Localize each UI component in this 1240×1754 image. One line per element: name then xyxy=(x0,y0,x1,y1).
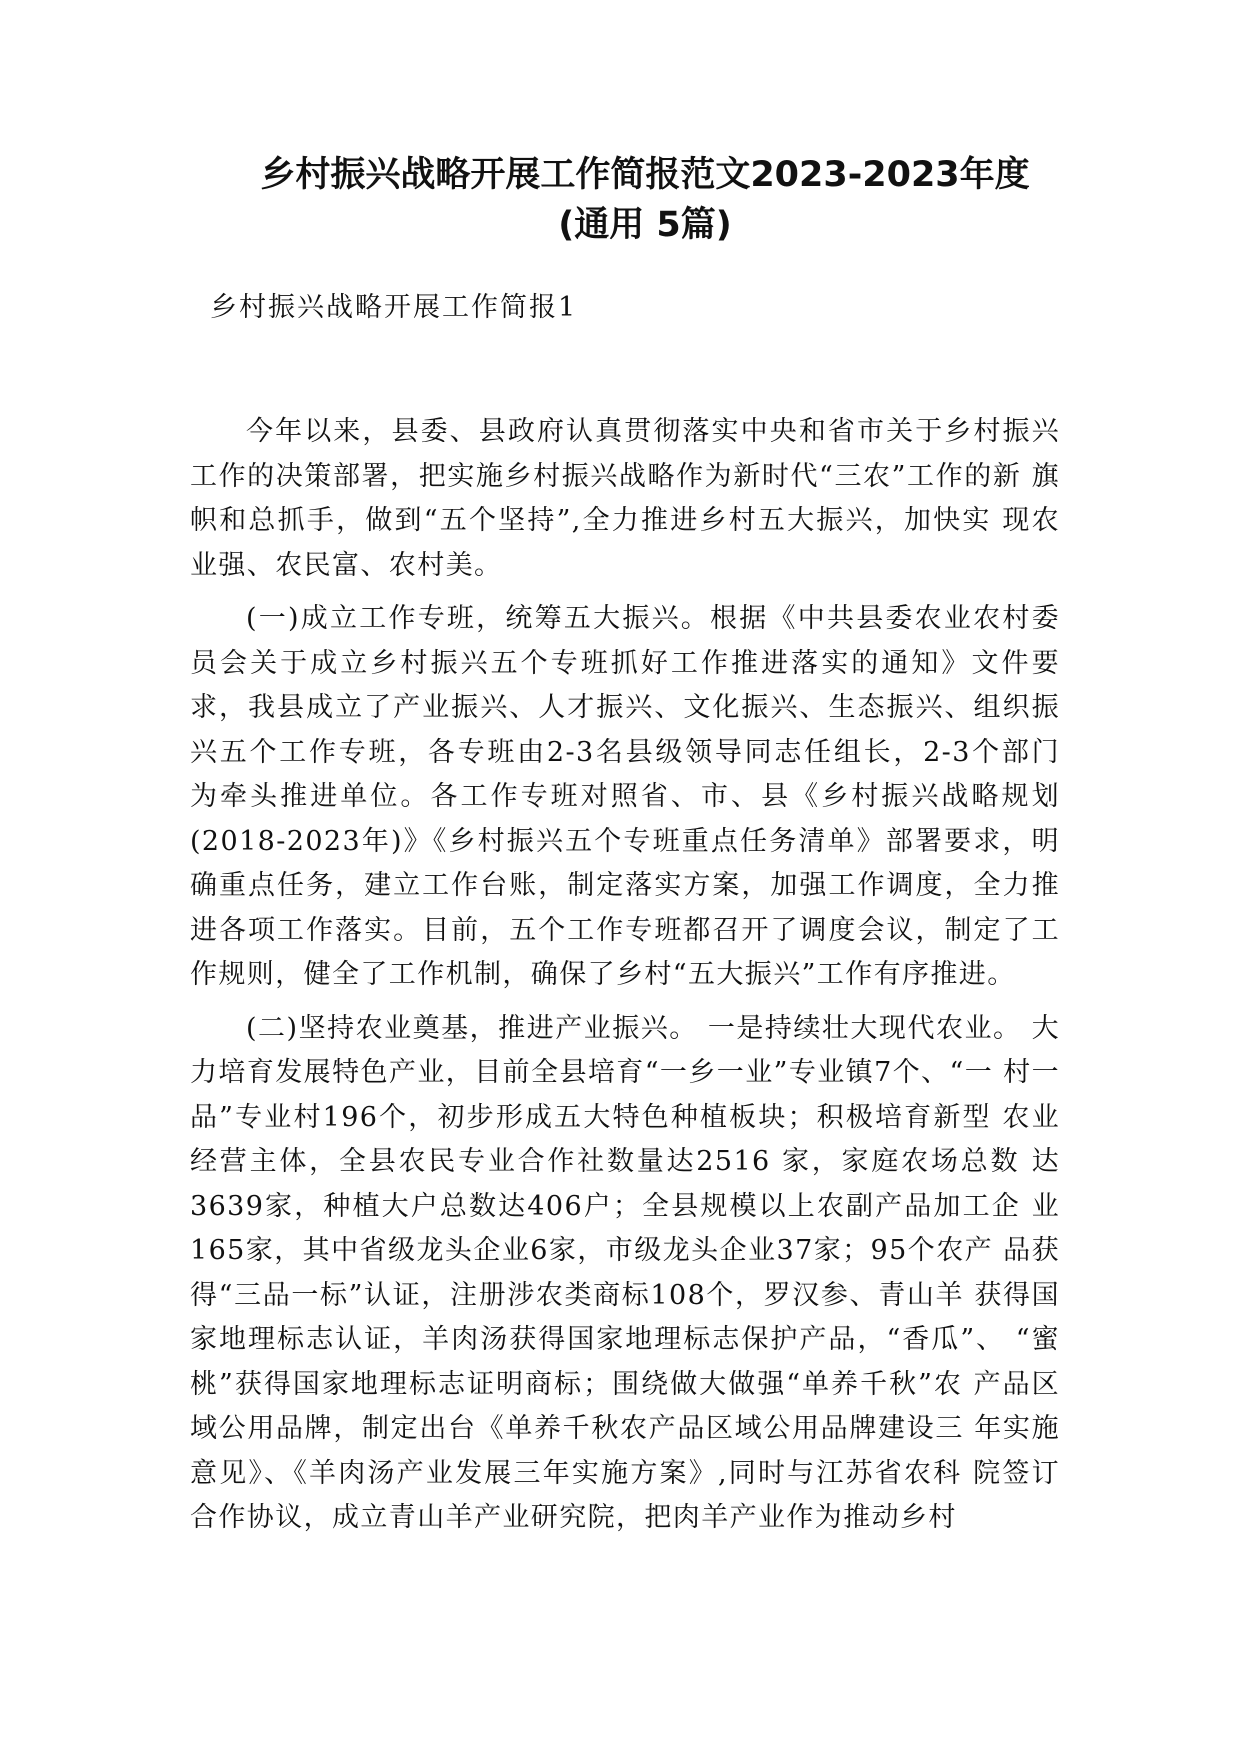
document-body xyxy=(190,410,1060,1550)
body-paragraph: 今年以来，县委、县政府认真贯彻落实中央和省市关于乡村振兴 工作的决策部署，把实施乡村振兴战略作为新时代“三农”工作的新 旗帜和总抓手，做到“五个坚持”,全力推进乡村五大振兴，加快实 现农业强、农民富、农村美。 xyxy=(190,416,1060,581)
body-paragraph: (一)成立工作专班，统筹五大振兴。根据《中共县委农业农村委员会关于成立乡村振兴五个专班抓好工作推进落实的通知》文件要求，我县成立了产业振兴、人才振兴、文化振兴、生态振兴、组织振兴五个工作专班，各专班由2-3名县级领导同志任组长，2-3个部门 为牵头推进单位。各工作专班对照省、市、县《乡村振兴战略规划 (2018-2023年)》《乡村振兴五个专班重点任务清单》部署要求，明 确重点任务，建立工作台账，制定落实方案，加强工作调度，全力推 进各项工作落实。目前，五个工作专班都召开了调度会议，制定了工 作规则，健全了工作机制，确保了乡村“五大振兴”工作有序推进。 xyxy=(190,603,1060,990)
document-subtitle: 乡村振兴战略开展工作简报1 xyxy=(210,292,578,323)
document-title: 乡村振兴战略开展工作简报范文2023-2023年度(通用 5篇) xyxy=(260,155,1030,245)
body-paragraph: (二)坚持农业奠基，推进产业振兴。 一是持续壮大现代农业。 大力培育发展特色产业，目前全县培育“一乡一业”专业镇7个、“一 村一品”专业村196个，初步形成五大特色种植板块；积极培育新型 农业经营主体，全县农民专业合作社数量达2516 家，家庭农场总数 达3639家，种植大户总数达406户；全县规模以上农副产品加工企 业165家，其中省级龙头企业6家，市级龙头企业37家；95个农产 品获得“三品一标”认证，注册涉农类商标108个，罗汉参、青山羊 获得国家地理标志认证，羊肉汤获得国家地理标志保护产品，“香瓜”、 “蜜桃”获得国家地理标志证明商标；围绕做大做强“单养千秋”农 产品区域公用品牌，制定出台《单养千秋农产品区域公用品牌建设三 年实施意见》、《羊肉汤产业发展三年实施方案》,同时与江苏省农科 院签订合作协议，成立青山羊产业研究院，把肉羊产业作为推动乡村 xyxy=(190,1012,1060,1533)
